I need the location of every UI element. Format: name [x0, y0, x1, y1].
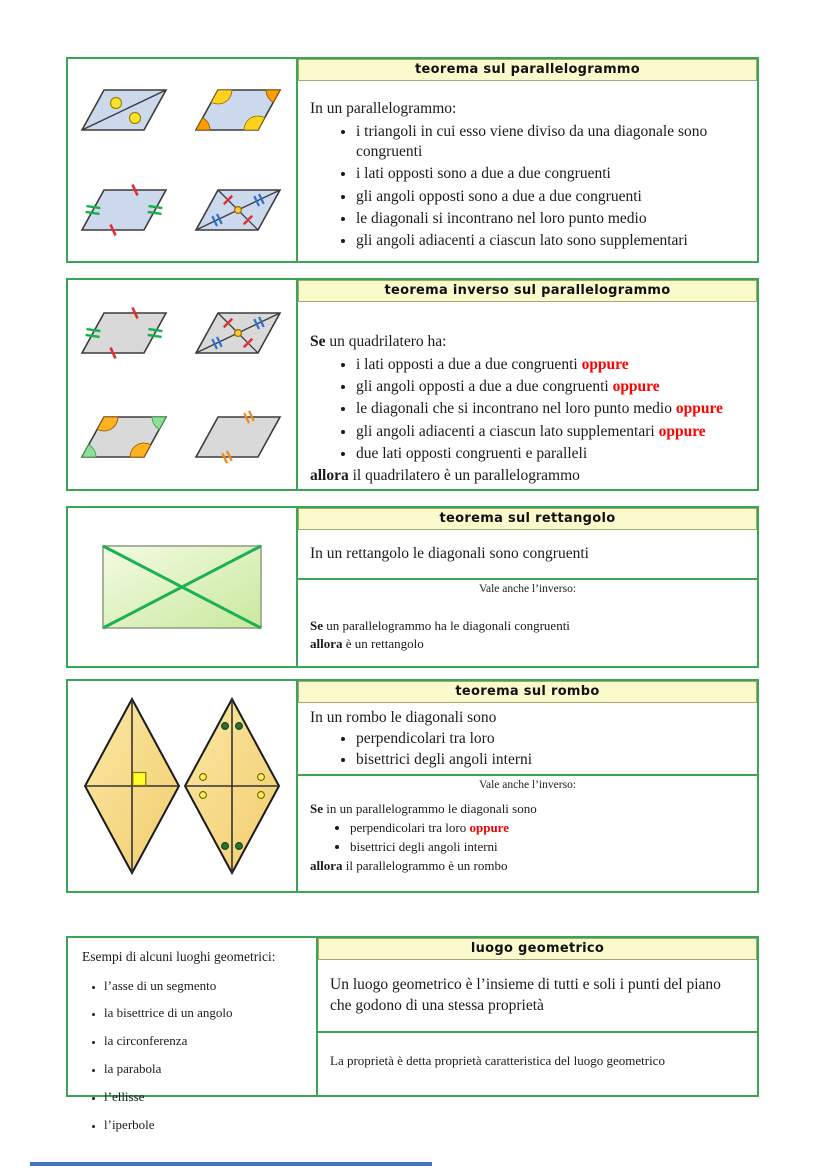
theorem-bullet-list	[310, 355, 749, 464]
theorem-bullet-list	[310, 729, 749, 771]
inverse-body	[298, 793, 757, 876]
bullet-item: • perpendicolari tra loro	[356, 729, 749, 750]
inverse-label: Vale anche l’inverso:	[478, 582, 577, 595]
section-teorema-parallelogrammo	[66, 57, 759, 263]
theorem-intro: Se un quadrilatero ha:	[310, 333, 447, 350]
bullet-item: • gli angoli adiacenti a ciascun lato supplementari oppure	[356, 422, 749, 442]
bullet-item: • gli angoli adiacenti a ciascun lato sono supplementari	[356, 231, 749, 251]
bullet-item: • bisettrici degli angoli interni	[350, 838, 749, 856]
bullet-item: • le diagonali che si incontrano nel loro punto medio oppure	[356, 399, 749, 419]
definition-note: La proprietà è detta proprietà caratteristica del luogo geometrico	[330, 1052, 665, 1068]
list-item: • la circonferenza	[104, 1033, 275, 1050]
list-item: • la bisettrice di un angolo	[104, 1005, 275, 1022]
theorem-intro: In un parallelogrammo:	[310, 100, 457, 117]
examples-list	[82, 978, 275, 1134]
section-title: teorema sul rombo	[298, 681, 757, 703]
list-item: • l’ellisse	[104, 1089, 275, 1106]
theorem-text-panel	[296, 508, 757, 666]
theorem-statement: In un rombo le diagonali sono • perpendicolari tra loro • bisettrici degli angoli interni	[298, 703, 757, 774]
examples-title: Esempi di alcuni luoghi geometrici:	[82, 949, 276, 964]
theorem-text-panel	[296, 59, 757, 261]
bullet-item: • gli angoli opposti a due a due congruenti oppure	[356, 377, 749, 397]
theorem-body	[298, 302, 757, 486]
parallelogram-properties-diagram-icon	[78, 84, 286, 236]
rhombus-diagrams-cell	[68, 681, 296, 891]
section-title: teorema inverso sul parallelogrammo	[298, 280, 757, 302]
inverse-theorem-diagram-icon	[78, 305, 286, 465]
theorem-statement: In un rettangolo le diagonali sono congruenti	[310, 545, 589, 562]
theorem-bullet-list	[310, 122, 749, 251]
rhombus-diagonals-diagram-icon	[82, 696, 282, 876]
inverse-hypothesis: Se in un parallelogrammo le diagonali sono	[310, 800, 537, 816]
list-item: • l’asse di un segmento	[104, 978, 275, 995]
section-teorema-rettangolo	[66, 506, 759, 668]
definition-text-panel	[316, 938, 757, 1095]
list-item: • l’iperbole	[104, 1117, 275, 1134]
quadrilateral-diagrams-cell	[68, 280, 296, 489]
inverse-hypothesis: Se un parallelogrammo ha le diagonali congruenti	[310, 617, 570, 633]
parallelogram-diagrams-cell	[68, 59, 296, 261]
inverse-conclusion: allora il parallelogrammo è un rombo	[310, 858, 508, 874]
bullet-item: • le diagonali si incontrano nel loro punto medio	[356, 209, 749, 229]
bullet-item: • perpendicolari tra loro oppure	[350, 819, 749, 837]
section-teorema-inverso-parallelogrammo	[66, 278, 759, 491]
bullet-item: • gli angoli opposti sono a due a due congruenti	[356, 187, 749, 207]
definition-statement: Un luogo geometrico è l’insieme di tutti e soli i punti del piano che godono di una stessa proprietà	[330, 976, 721, 1014]
examples-cell	[68, 938, 316, 1132]
section-title: teorema sul rettangolo	[298, 508, 757, 530]
theorem-text-panel	[296, 280, 757, 489]
theorem-text-panel	[296, 681, 757, 891]
bullet-item: • i lati opposti a due a due congruenti oppure	[356, 355, 749, 375]
bullet-item: • due lati opposti congruenti e paralleli	[356, 444, 749, 464]
inverse-body	[298, 597, 757, 653]
theorem-conclusion: allora il quadrilatero è un parallelogrammo	[310, 466, 580, 484]
theorem-body	[298, 81, 757, 253]
inverse-bullet-list	[310, 819, 749, 856]
bottom-page-rule	[30, 1162, 432, 1166]
bullet-item: • bisettrici degli angoli interni	[356, 750, 749, 771]
section-teorema-rombo	[66, 679, 759, 893]
bullet-item: • i lati opposti sono a due a due congruenti	[356, 164, 749, 184]
inverse-conclusion: allora è un rettangolo	[310, 636, 424, 652]
section-luogo-geometrico	[66, 936, 759, 1132]
inverse-label: Vale anche l’inverso:	[478, 778, 577, 791]
bullet-item: • i triangoli in cui esso viene diviso da una diagonale sono congruenti	[356, 122, 749, 162]
rectangle-diagonals-diagram-icon	[97, 540, 267, 635]
section-title: teorema sul parallelogrammo	[298, 59, 757, 81]
section-title: luogo geometrico	[318, 938, 757, 960]
list-item: • la parabola	[104, 1061, 275, 1078]
rectangle-diagram-cell	[68, 508, 296, 666]
